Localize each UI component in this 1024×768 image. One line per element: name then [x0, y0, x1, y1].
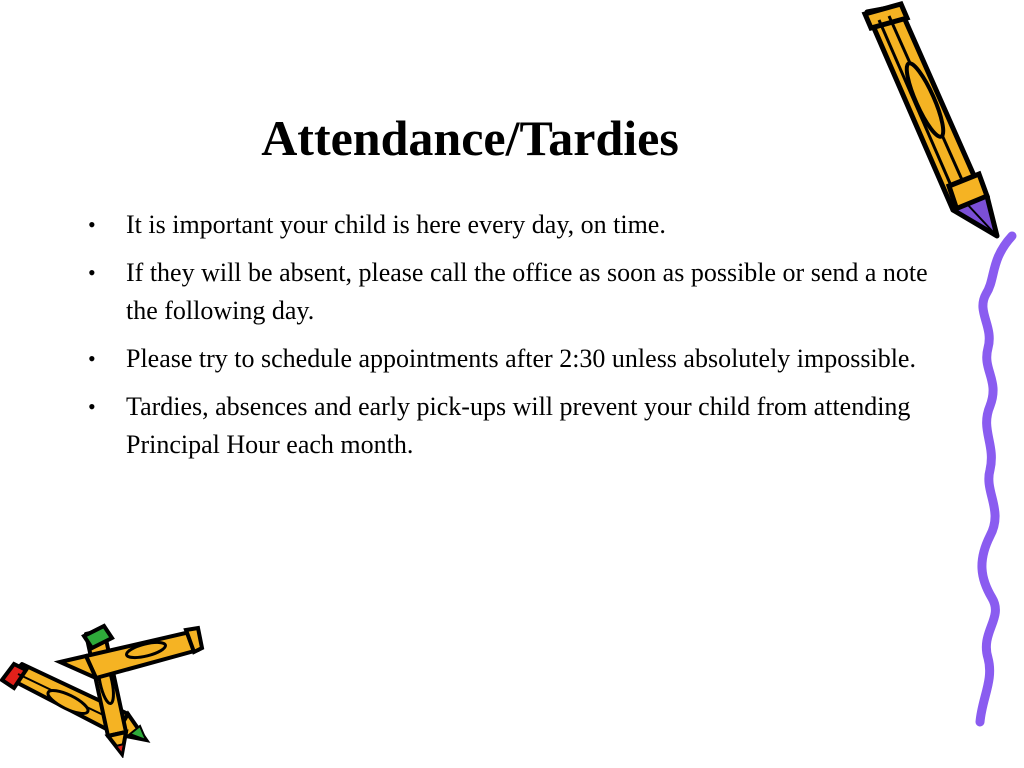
- slide-title: Attendance/Tardies: [261, 110, 679, 166]
- bullet-item: [84, 388, 934, 464]
- bullet-item: [84, 340, 934, 378]
- bullet-text: If they will be absent, please call the office as soon as possible or send a note the following day.: [126, 258, 928, 325]
- bullet-dot: •: [88, 212, 96, 237]
- bullet-item: [84, 254, 934, 330]
- pencil-icon: [855, 0, 1015, 250]
- bullet-dot: •: [88, 394, 96, 419]
- bullet-text: It is important your child is here every day, on time.: [126, 210, 666, 239]
- bullet-list: [84, 206, 934, 474]
- bullet-text: Tardies, absences and early pick-ups will prevent your child from attending Principal Hour each month.: [126, 392, 911, 459]
- bullet-text: Please try to schedule appointments after 2:30 unless absolutely impossible.: [126, 344, 916, 373]
- squiggle-line: [960, 230, 1020, 730]
- crossed-pencils-icon: [0, 618, 210, 758]
- bullet-dot: •: [88, 260, 96, 285]
- bullet-item: [84, 206, 934, 244]
- bullet-dot: •: [88, 346, 96, 371]
